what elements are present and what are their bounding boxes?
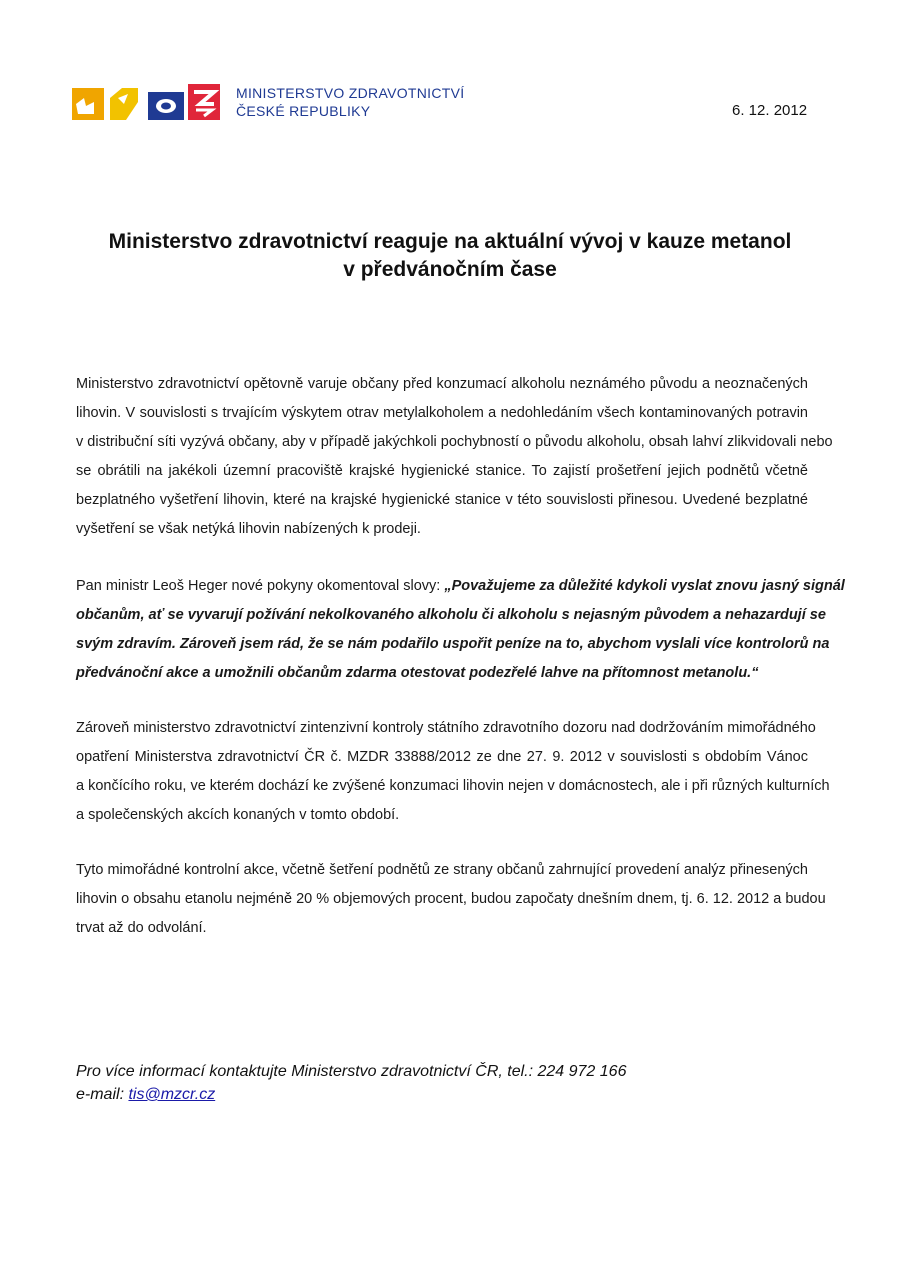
text-line: se obrátili na jakékoli územní pracoviště krajské hygienické stanice. To zajistí prošetření jejich podnětů včetně	[76, 463, 808, 479]
text-line	[76, 572, 845, 601]
quote-intro: Pan ministr Leoš Heger nové pokyny okomentoval slovy:	[76, 578, 445, 594]
text-line: trvat až do odvolání.	[76, 920, 207, 936]
title-line-1: Ministerstvo zdravotnictví reaguje na aktuální vývoj v kauze metanol	[108, 230, 792, 253]
text-line: v distribuční síti vyzývá občany, aby v případě jakýchkoli pochybností o původu alkoholu, obsah lahví zlikvidovali nebo	[76, 434, 833, 450]
email-label: e-mail:	[76, 1086, 129, 1103]
paragraph-inspections	[76, 714, 830, 830]
email-link[interactable]: tis@mzcr.cz	[128, 1086, 216, 1103]
text-line: Zároveň ministerstvo zdravotnictví zintenzivní kontroly státního zdravotního dozoru nad dodržováním mimořádného	[76, 720, 816, 736]
mzcr-logo-icon	[72, 84, 222, 120]
text-line: lihovin. V souvislosti s trvajícím výskytem otrav metylalkoholem a nedohledáním všech kontaminovaných potravin	[76, 405, 808, 421]
contact-info	[76, 1060, 626, 1106]
text-line: opatření Ministerstva zdravotnictví ČR č. MZDR 33888/2012 ze dne 27. 9. 2012 v souvislosti s obdobím Vánoc	[76, 749, 808, 765]
text-line: a společenských akcích konaných v tomto období.	[76, 807, 400, 823]
quote-text: předvánoční akce a umožnili občanům zdarma otestovat podezřelé lahve na přítomnost metanolu.“	[76, 665, 759, 681]
org-line-1: MINISTERSTVO ZDRAVOTNICTVÍ	[236, 85, 465, 101]
paragraph-warning	[76, 370, 833, 544]
quote-text: svým zdravím. Zároveň jsem rád, že se nám podařilo uspořit peníze na to, abychom vyslali více kontrolorů na	[76, 636, 830, 652]
text-line: vyšetření se však netýká lihovin nabízených k prodeji.	[76, 521, 421, 537]
paragraph-control-actions	[76, 856, 826, 943]
text-line: Tyto mimořádné kontrolní akce, včetně šetření podnětů ze strany občanů zahrnující provedení analýz přinesených	[76, 862, 808, 878]
paragraph-minister-quote	[76, 572, 845, 688]
text-line: lihovin o obsahu etanolu nejméně 20 % objemových procent, budou započaty dnešním dnem, tj. 6. 12. 2012 a budou	[76, 891, 826, 907]
quote-text: občanům, ať se vyvarují požívání nekolkovaného alkoholu či alkoholu s nejasným původem a nehazardují se	[76, 607, 826, 623]
title-line-2: v předvánočním čase	[343, 258, 557, 281]
org-line-2: ČESKÉ REPUBLIKY	[236, 103, 371, 119]
email-line	[76, 1083, 626, 1106]
organization-name	[236, 84, 464, 120]
document-date: 6. 12. 2012	[732, 102, 808, 119]
text-line: Ministerstvo zdravotnictví opětovně varuje občany před konzumací alkoholu neznámého původu a neoznačených	[76, 376, 808, 392]
text-line: a končícího roku, ve kterém dochází ke zvýšené konzumaci lihovin nejen v domácnostech, ale i při různých kulturních	[76, 778, 830, 794]
quote-text: „Považujeme za důležité kdykoli vyslat znovu jasný signál	[444, 578, 845, 594]
document-title	[60, 228, 840, 284]
contact-line: Pro více informací kontaktujte Ministerstvo zdravotnictví ČR, tel.: 224 972 166	[76, 1063, 627, 1080]
text-line: bezplatného vyšetření lihovin, které na krajské hygienické stanice v této souvislosti přinesou. Uvedené bezplatné	[76, 492, 808, 508]
